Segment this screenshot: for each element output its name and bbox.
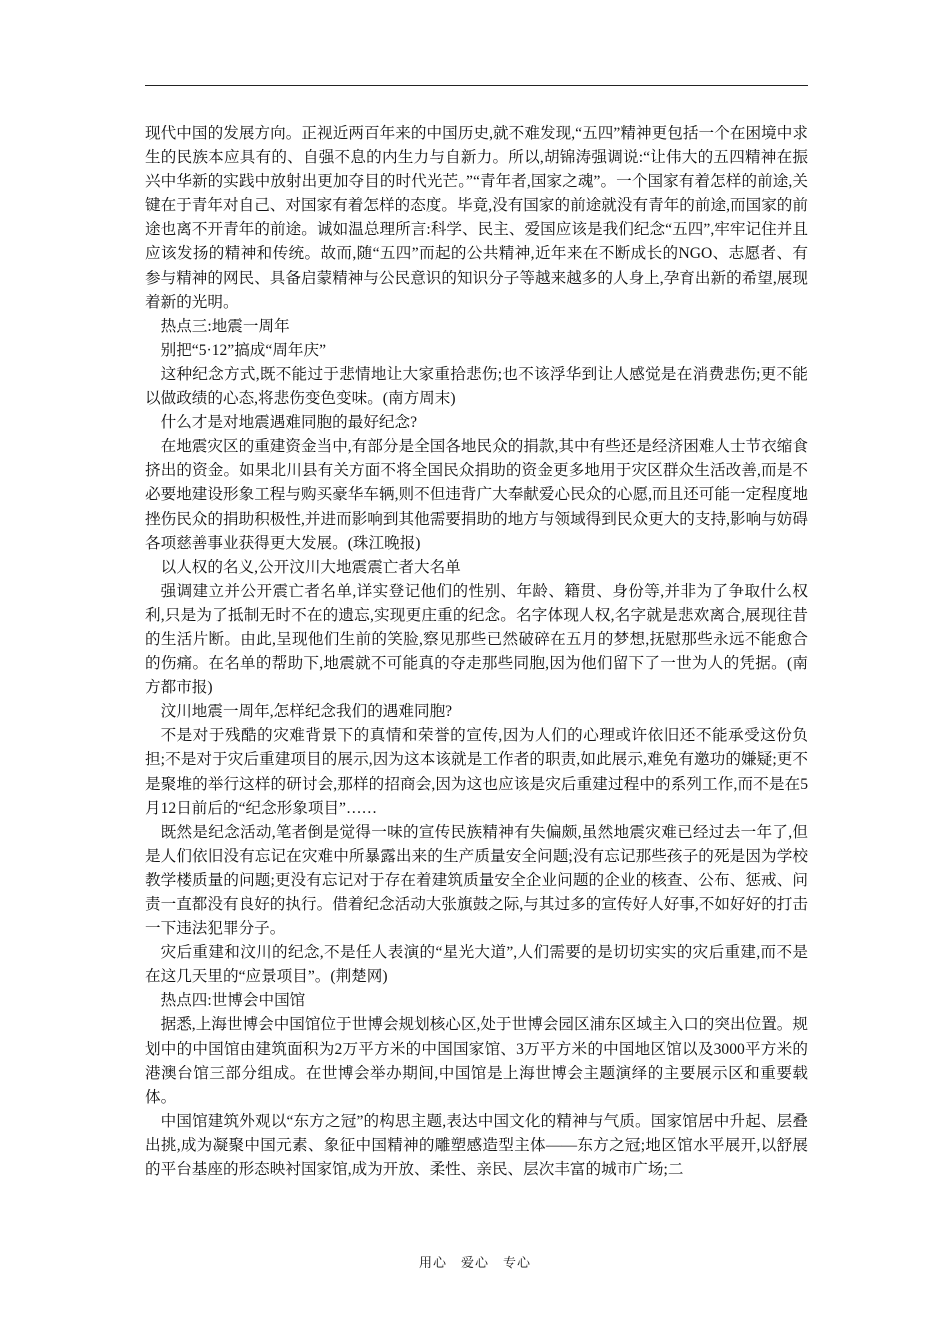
paragraph: 在地震灾区的重建资金当中,有部分是全国各地民众的捐款,其中有些还是经济困难人士节衣缩食挤出的资金。如果北川县有关方面不将全国民众捐助的资金更多地用于灾区群众生活改善,而是不必要地建设形象工程与购买豪华车辆,则不但违背广大奉献爱心民众的心愿,而且还可能一定程度地挫伤民众的捐助积极性,并进而影响到其他需要捐助的地方与领域得到民众更大的支持,影响与妨碍各项慈善事业获得更大发展。(珠江晚报) (145, 438, 808, 552)
paragraph: 据悉,上海世博会中国馆位于世博会规划核心区,处于世博会园区浦东区域主入口的突出位置。规划中的中国馆由建筑面积为2万平方米的中国国家馆、3万平方米的中国地区馆以及3000平方米的港澳台馆三部分组成。在世博会举办期间,中国馆是上海世博会主题演绎的主要展示区和重要载体。 (145, 1016, 808, 1106)
header-rule (145, 85, 808, 86)
paragraph: 中国馆建筑外观以“东方之冠”的构思主题,表达中国文化的精神与气质。国家馆居中升起、层叠出挑,成为凝聚中国元素、象征中国精神的雕塑感造型主体——东方之冠;地区馆水平展开,以舒展的平台基座的形态映衬国家馆,成为开放、柔性、亲民、层次丰富的城市广场;二 (145, 1112, 808, 1179)
page-footer: 用心 爱心 专心 (418, 1255, 531, 1270)
paragraph: 现代中国的发展方向。正视近两百年来的中国历史,就不难发现,“五四”精神更包括一个在困境中求生的民族本应具有的、自强不息的内生力与自新力。所以,胡锦涛强调说:“让伟大的五四精神在振兴中华新的实践中放射出更加夺目的时代光芒。”“青年者,国家之魂”。一个国家有着怎样的前途,关键在于青年对自己、对国家有着怎样的态度。毕竟,没有国家的前途就没有青年的前途,而国家的前途也离不开青年的前途。诚如温总理所言:科学、民主、爱国应该是我们纪念“五四”,牢牢记住并且应该发扬的精神和传统。故而,随“五四”而起的公共精神,近年来在不断成长的NGO、志愿者、有参与精神的网民、具备启蒙精神与公民意识的知识分子等越来越多的人身上,孕育出新的希望,展现着新的光明。 (145, 125, 808, 311)
paragraph: 既然是纪念活动,笔者倒是觉得一味的宣传民族精神有失偏颇,虽然地震灾难已经过去一年了,但是人们依旧没有忘记在灾难中所暴露出来的生产质量安全问题;没有忘记那些孩子的死是因为学校教学楼质量的问题;更没有忘记对于存在着建筑质量安全企业问题的企业的核查、公布、惩戒、问责一直都没有良好的执行。借着纪念活动大张旗鼓之际,与其过多的宣传好人好事,不如好好的打击一下违法犯罪分子。 (145, 823, 808, 938)
section-heading: 热点三:地震一周年 (160, 317, 290, 335)
section-heading: 热点四:世博会中国馆 (160, 992, 306, 1010)
paragraph: 强调建立并公开震亡者名单,详实登记他们的性别、年龄、籍贯、身份等,并非为了争取什么权利,只是为了抵制无时不在的遗忘,实现更庄重的纪念。名字体现人权,名字就是悲欢离合,展现往昔的生活片断。由此,呈现他们生前的笑脸,察见那些已然破碎在五月的梦想,抚慰那些永远不能愈合的伤痛。在名单的帮助下,地震就不可能真的夺走那些同胞,因为他们留下了一世为人的凭据。(南方都市报) (145, 582, 808, 697)
subheading: 什么才是对地震遇难同胞的最好纪念? (160, 414, 418, 432)
paragraph: 不是对于残酷的灾难背景下的真情和荣誉的宣传,因为人们的心理或许依旧还不能承受这份负担;不是对于灾后重建项目的展示,因为这本该就是工作者的职责,如此展示,难免有邀功的嫌疑;更不是聚堆的举行这样的研讨会,那样的招商会,因为这也应该是灾后重建过程中的系列工作,而不是在5月12日前后的“纪念形象项目”…… (145, 727, 808, 817)
subheading: 汶川地震一周年,怎样纪念我们的遇难同胞? (160, 703, 453, 721)
subheading: 别把“5·12”搞成“周年庆” (160, 341, 327, 359)
body-text (145, 122, 808, 1182)
paragraph: 这种纪念方式,既不能过于悲情地让大家重拾悲伤;也不该浮华到让人感觉是在消费悲伤;更不能以做政绩的心态,将悲伤变色变味。(南方周末) (145, 365, 808, 408)
subheading: 以人权的名义,公开汶川大地震震亡者大名单 (160, 558, 461, 576)
paragraph: 灾后重建和汶川的纪念,不是任人表演的“星光大道”,人们需要的是切切实实的灾后重建,而不是在这几天里的“应景项目”。(荆楚网) (145, 944, 808, 986)
